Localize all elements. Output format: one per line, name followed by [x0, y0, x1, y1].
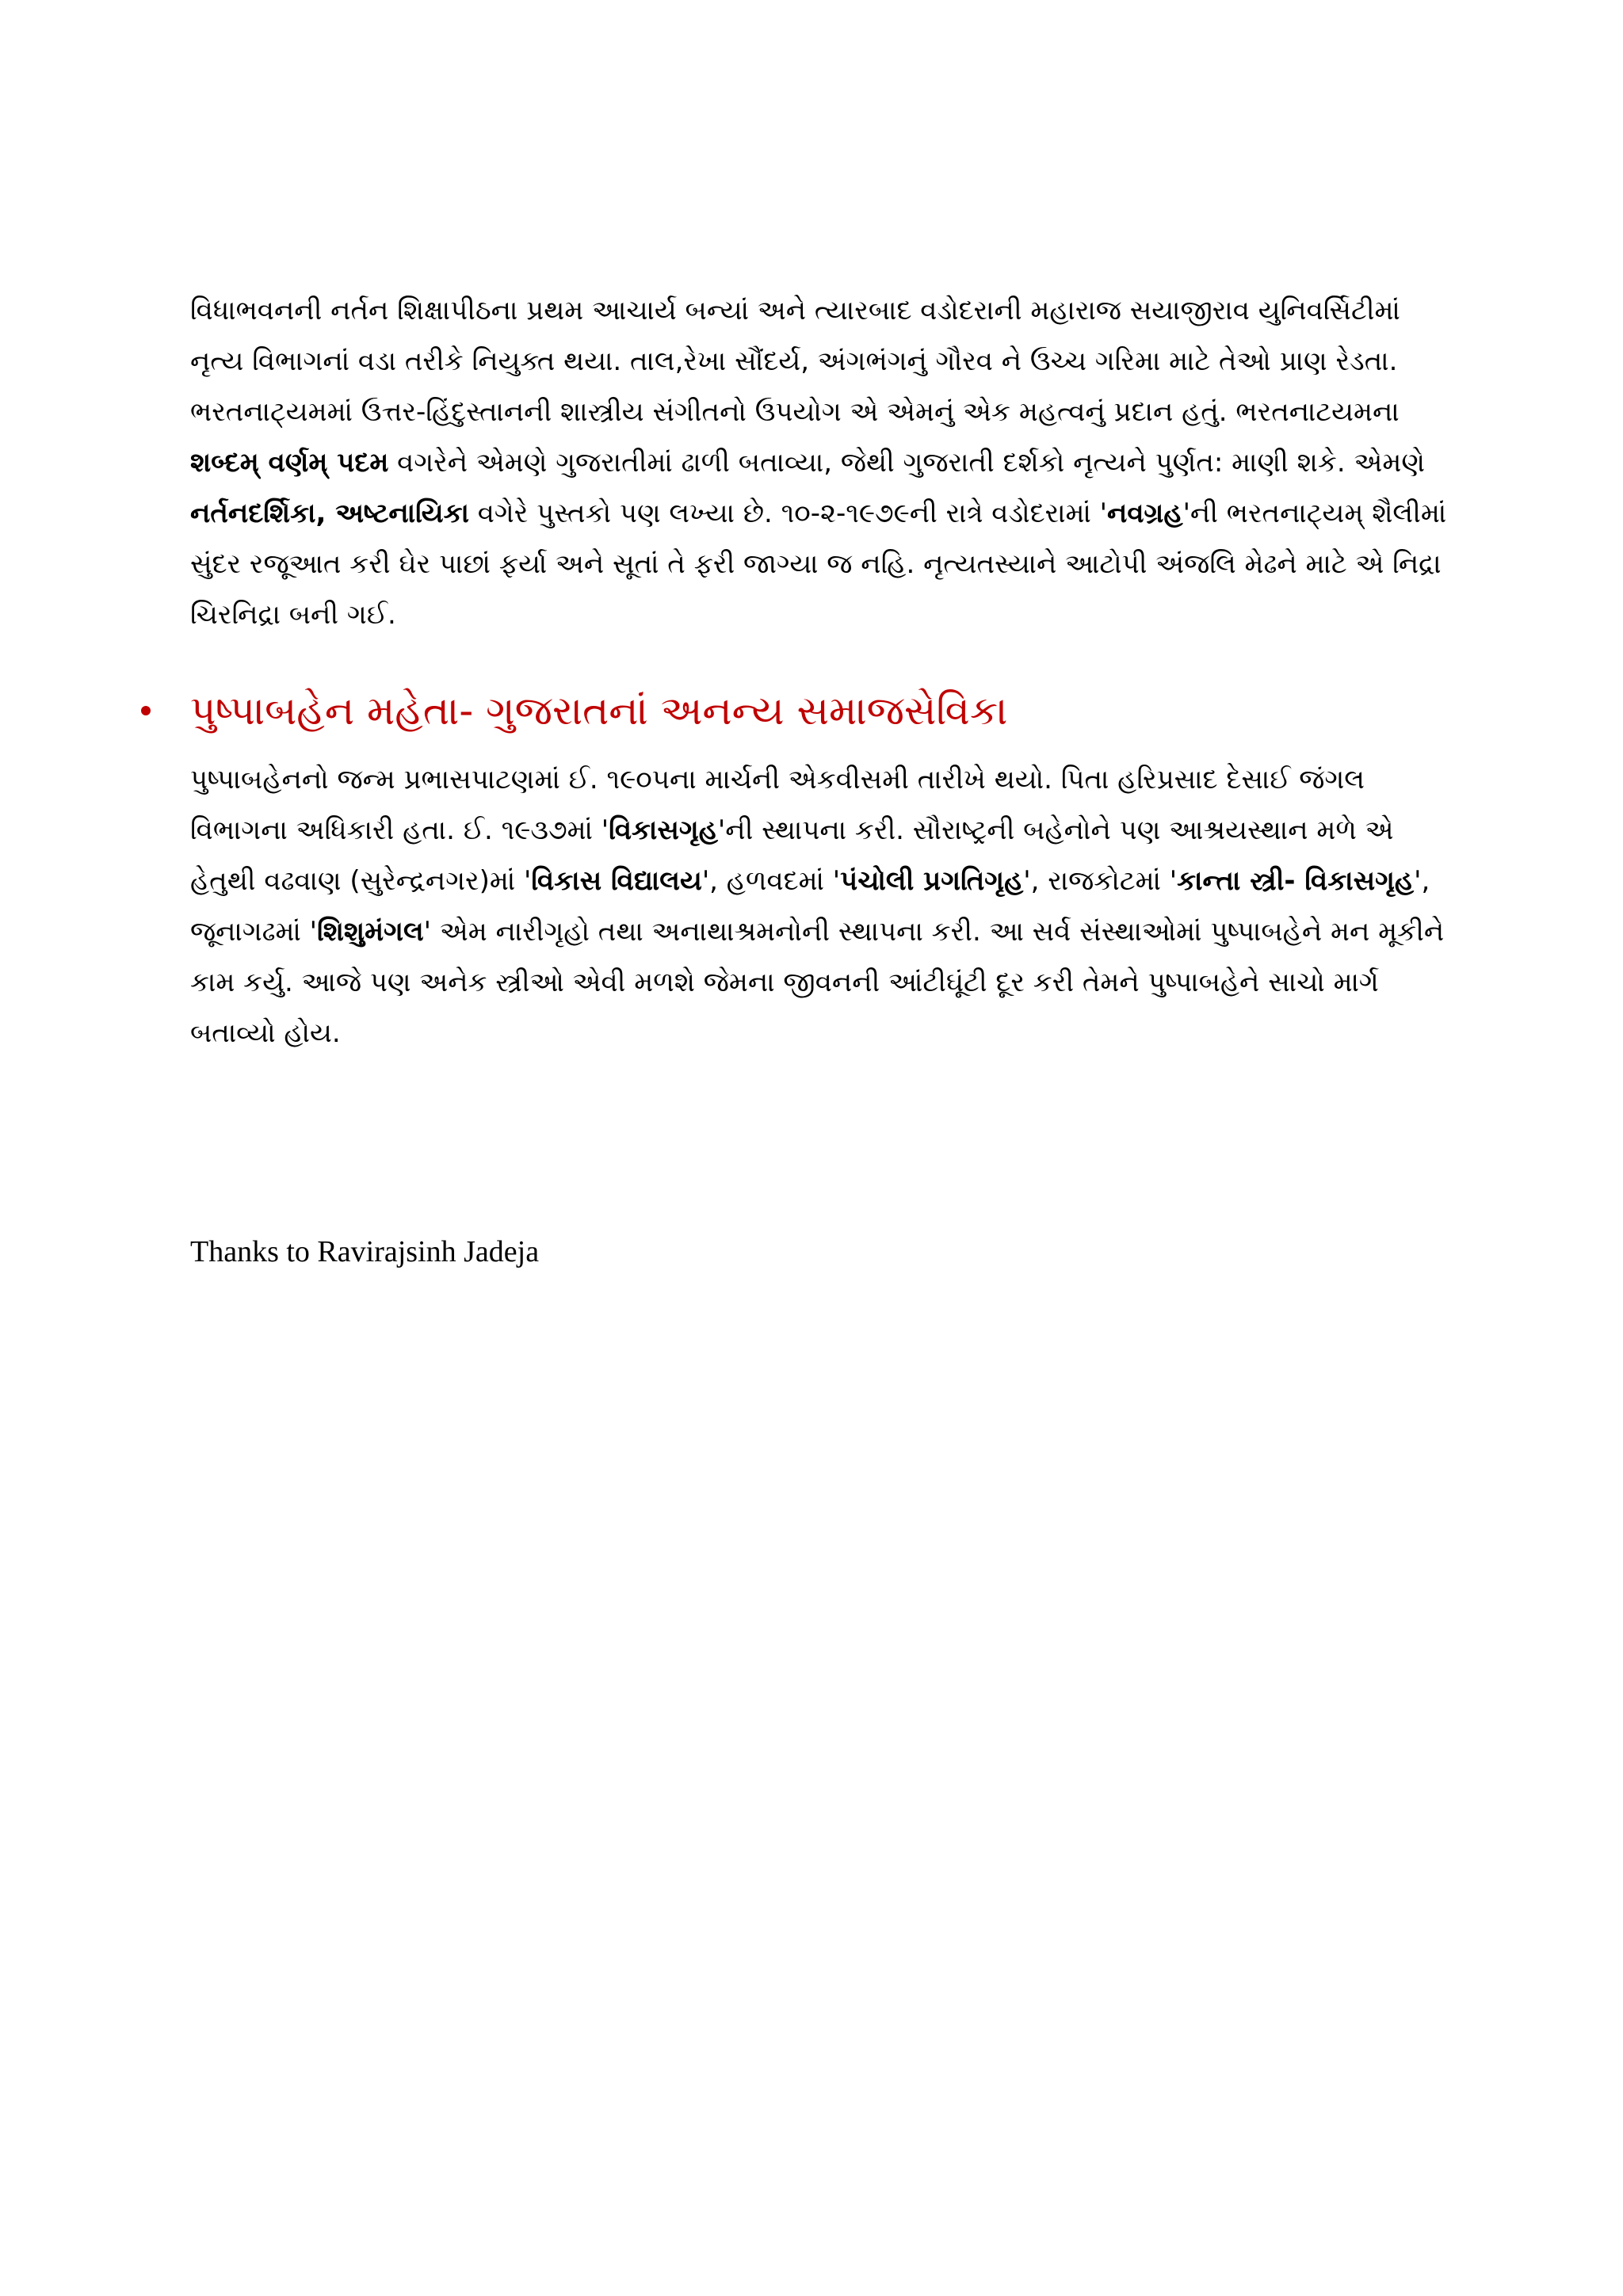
text-run: ', હળવદમાં ' [701, 865, 841, 897]
bold-run: વિકાસ વિદ્યાલય [531, 865, 702, 897]
paragraph-biography [190, 754, 1458, 1058]
text-run: વિધાભવનની નર્તન શિક્ષાપીઠના પ્રથમ આચાર્ય બન્યાં અને ત્યારબાદ વડોદરાની મહારાજ સયાજીરાવ યુનિવર્સિટીમાં નૃત્ય વિભાગનાં વડા તરીકે નિયુક્ત થયા. તાલ,રેખા સૌંદર્ય, અંગભંગનું ગૌરવ ને ઉચ્ચ ગરિમા માટે તેઓ પ્રાણ રેડતા. ભરતનાટ્યમમાં ઉત્તર-હિંદુસ્તાનની શાસ્ત્રીય સંગીતનો ઉપયોગ એ એમનું એક મહત્વનું પ્રદાન હતું. ભરતનાટયમના [190, 295, 1400, 428]
bold-run: નવગ્રહ [1107, 498, 1183, 529]
text-run: 'ની ભરતનાટ્યમ્ શૈલીમાં સુંદર રજૂઆત કરી ઘેર પાછાં ફર્યા અને સૂતાં તે ફરી જાગ્યા જ નહિ. નૃત્યતસ્યાને આટોપી અંજલિ મેઢને માટે એ નિદ્રા ચિરનિદ્રા બની ગઈ. [190, 498, 1447, 631]
text-run: ' એમ નારીગૃહો તથા અનાથાશ્રમનોની સ્થાપના કરી. આ સર્વ સંસ્થાઓમાં પુષ્પાબહેને મન મૂકીને કામ કર્યુ. આજે પણ અનેક સ્ત્રીઓ એવી મળશે જેમના જીવનની આંટીઘૂંટી દૂર કરી તેમને પુષ્પાબહેને સાચો માર્ગ બતાવ્યો હોય. [190, 916, 1445, 1049]
paragraph-intro [190, 285, 1458, 640]
bullet-icon [141, 706, 151, 715]
section-heading [141, 683, 1488, 738]
credits-line: Thanks to Ravirajsinh Jadeja [190, 1235, 540, 1268]
bold-run: કાન્તા સ્ત્રી- વિકાસગૃહ [1177, 865, 1415, 897]
text-run: 'ની સ્થાપના કરી. સૌરાષ્ટ્રની બહેનોને પણ આશ્રયસ્થાન મળે એ હેતુથી વઢવાણ (સુરેન્દ્રનગર)માં ' [190, 814, 1394, 897]
bold-run: શિશુમંગલ [317, 916, 424, 948]
text-run: વગરેને એમણે ગુજરાતીમાં ઢાળી બતાવ્યા, જેથી ગુજરાતી દર્શકો નૃત્યને પુર્ણત: માણી શકે. એમણે [388, 447, 1425, 479]
text-run: પુષ્પાબહેનનો જન્મ પ્રભાસપાટણમાં ઈ. ૧૯૦૫ના માર્ચની એકવીસમી તારીખે થયો. પિતા હરિપ્રસાદ દેસાઈ જંગલ વિભાગના અધિકારી હતા. ઈ. ૧૯૩૭માં ' [190, 764, 1365, 846]
section-heading-text: પુષ્પાબહેન મહેતા- ગુજરાતનાં અનન્ય સમાજસેવિકા [190, 688, 1008, 734]
bold-run: નર્તનદર્શિકા, અષ્ટનાયિકા [190, 498, 469, 529]
text-run: ', જૂનાગઢમાં ' [190, 865, 1430, 948]
bold-run: શબ્દમ્ વર્ણમ્ પદમ [190, 447, 389, 479]
text-run: ', રાજકોટમાં ' [1023, 865, 1178, 897]
text-run: વગેરે પુસ્તકો પણ લખ્યા છે. ૧૦-૨-૧૯૭૯ની રાત્રે વડોદરામાં ' [468, 498, 1108, 529]
bold-run: પંચોલી પ્રગતિગૃહ [840, 865, 1024, 897]
bold-run: વિકાસગૃહ [609, 814, 718, 846]
